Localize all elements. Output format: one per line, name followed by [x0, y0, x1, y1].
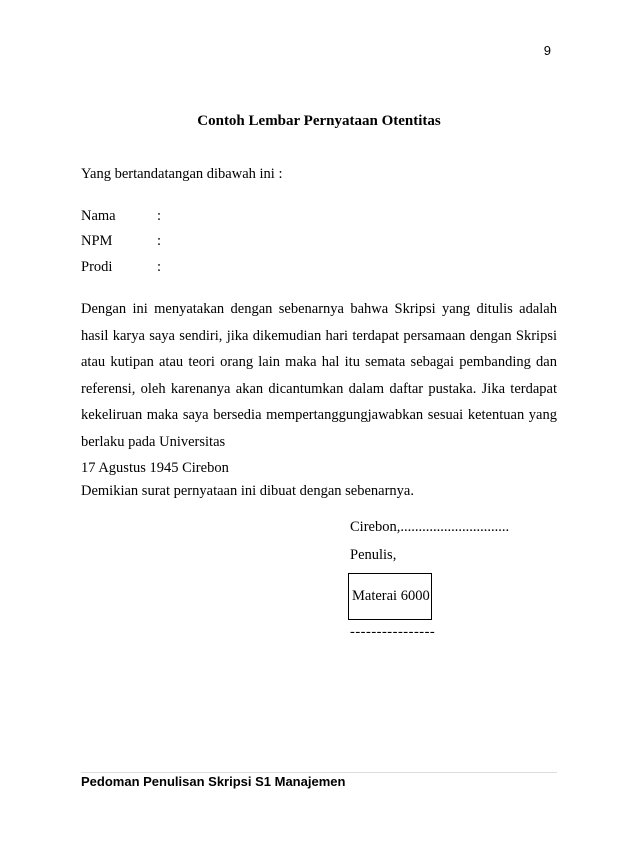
footer-divider: [81, 772, 557, 773]
signature-name-line: ----------------: [350, 624, 436, 640]
statement-paragraph: [81, 296, 557, 482]
page-number: 9: [543, 43, 551, 58]
field-label: Nama: [81, 208, 116, 224]
field-colon: :: [157, 259, 162, 275]
stamp-label: Materai 6000: [352, 588, 430, 604]
document-title: Contoh Lembar Pernyataan Otentitas: [197, 113, 441, 129]
field-colon: :: [157, 208, 162, 224]
field-label: NPM: [81, 233, 113, 249]
field-colon: :: [157, 233, 162, 249]
signature-role: Penulis,: [350, 547, 397, 563]
field-row-prodi: [81, 259, 161, 276]
field-row-nama: [81, 208, 161, 225]
field-label: Prodi: [81, 259, 113, 275]
footer-text: Pedoman Penulisan Skripsi S1 Manajemen: [81, 774, 346, 789]
intro-text: Yang bertandatangan dibawah ini :: [81, 166, 283, 182]
field-row-npm: [81, 233, 161, 250]
statement-last-line: 17 Agustus 1945 Cirebon: [81, 460, 229, 476]
closing-text: Demikian surat pernyataan ini dibuat dengan sebenarnya.: [81, 483, 414, 499]
statement-body: Dengan ini menyatakan dengan sebenarnya bahwa Skripsi yang ditulis adalah hasil karya saya sendiri, jika dikemudian hari terdapat persamaan dengan Skripsi atau kutipan atau teori orang lain maka hal itu semata sebagai pembanding dan referensi, oleh karenanya akan dicantumkan dalam daftar pustaka. Jika terdapat kekeliruan maka saya bersedia mempertanggungjawabkan sesuai ketentuan yang berlaku pada Universitas: [81, 301, 557, 450]
signature-place-date: Cirebon,..............................: [350, 519, 510, 535]
